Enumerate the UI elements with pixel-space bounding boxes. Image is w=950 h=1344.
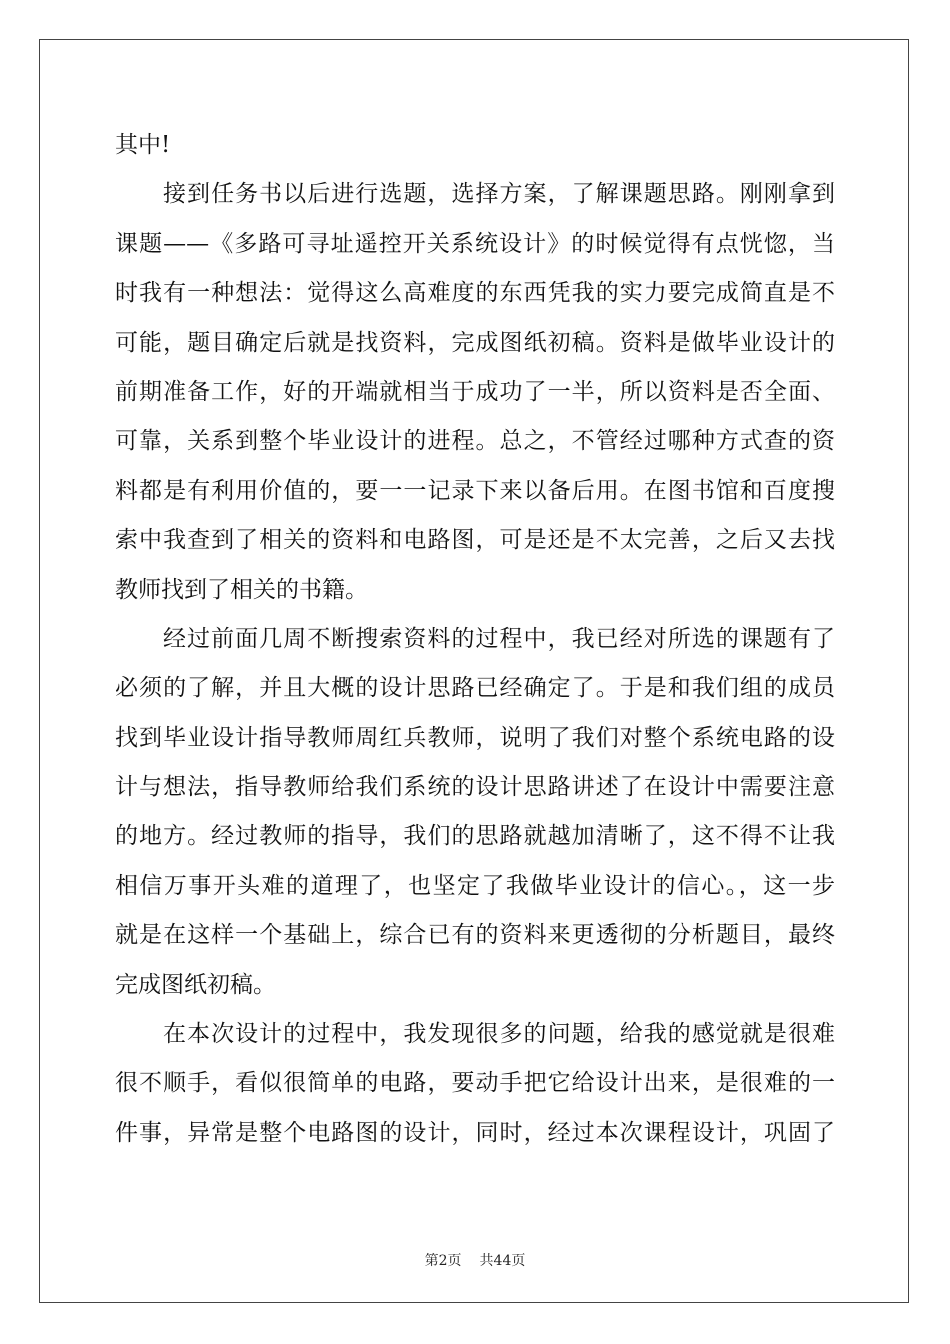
text-line: 可靠，关系到整个毕业设计的进程。总之，不管经过哪种方式查的资 — [115, 428, 835, 455]
text-line: 找到毕业设计指导教师周红兵教师，说明了我们对整个系统电路的设 — [115, 724, 835, 751]
text-line: 可能，题目确定后就是找资料，完成图纸初稿。资料是做毕业设计的 — [115, 329, 835, 356]
text-line: 计与想法，指导教师给我们系统的设计思路讲述了在设计中需要注意 — [115, 774, 835, 801]
document-body — [115, 121, 835, 1158]
text-line: 很不顺手，看似很简单的电路，要动手把它给设计出来，是很难的一 — [115, 1070, 835, 1097]
text-line: 其中! — [115, 132, 171, 158]
page-number: 第2页 — [424, 1253, 462, 1269]
text-line: 料都是有利用价值的，要一一记录下来以备后用。在图书馆和百度搜 — [115, 477, 835, 504]
text-line: 相信万事开头难的道理了，也坚定了我做毕业设计的信心。，这一步 — [115, 872, 835, 899]
page-total: 共44页 — [479, 1253, 526, 1269]
text-line: 前期准备工作，好的开端就相当于成功了一半，所以资料是否全面、 — [115, 378, 835, 405]
text-line: 的地方。经过教师的指导，我们的思路就越加清晰了，这不得不让我 — [115, 823, 835, 850]
text-line: 就是在这样一个基础上，综合已有的资料来更透彻的分析题目，最终 — [115, 922, 835, 949]
text-line: 时我有一种想法：觉得这么高难度的东西凭我的实力要完成简直是不 — [115, 280, 835, 307]
text-line: 教师找到了相关的书籍。 — [115, 576, 368, 603]
page-footer — [0, 1250, 950, 1270]
text-line: 经过前面几周不断搜索资料的过程中，我已经对所选的课题有了 — [163, 625, 835, 652]
text-line: 件事，异常是整个电路图的设计，同时，经过本次课程设计，巩固了 — [115, 1119, 835, 1146]
text-line: 索中我查到了相关的资料和电路图，可是还是不太完善，之后又去找 — [115, 527, 835, 554]
text-line: 在本次设计的过程中，我发现很多的问题，给我的感觉就是很难 — [163, 1021, 835, 1048]
text-line: 接到任务书以后进行选题，选择方案，了解课题思路。刚刚拿到 — [163, 181, 835, 208]
text-line: 完成图纸初稿。 — [115, 971, 276, 998]
text-line: 课题——《多路可寻址遥控开关系统设计》的时候觉得有点恍惚，当 — [115, 230, 835, 257]
text-line: 必须的了解，并且大概的设计思路已经确定了。于是和我们组的成员 — [115, 675, 835, 702]
